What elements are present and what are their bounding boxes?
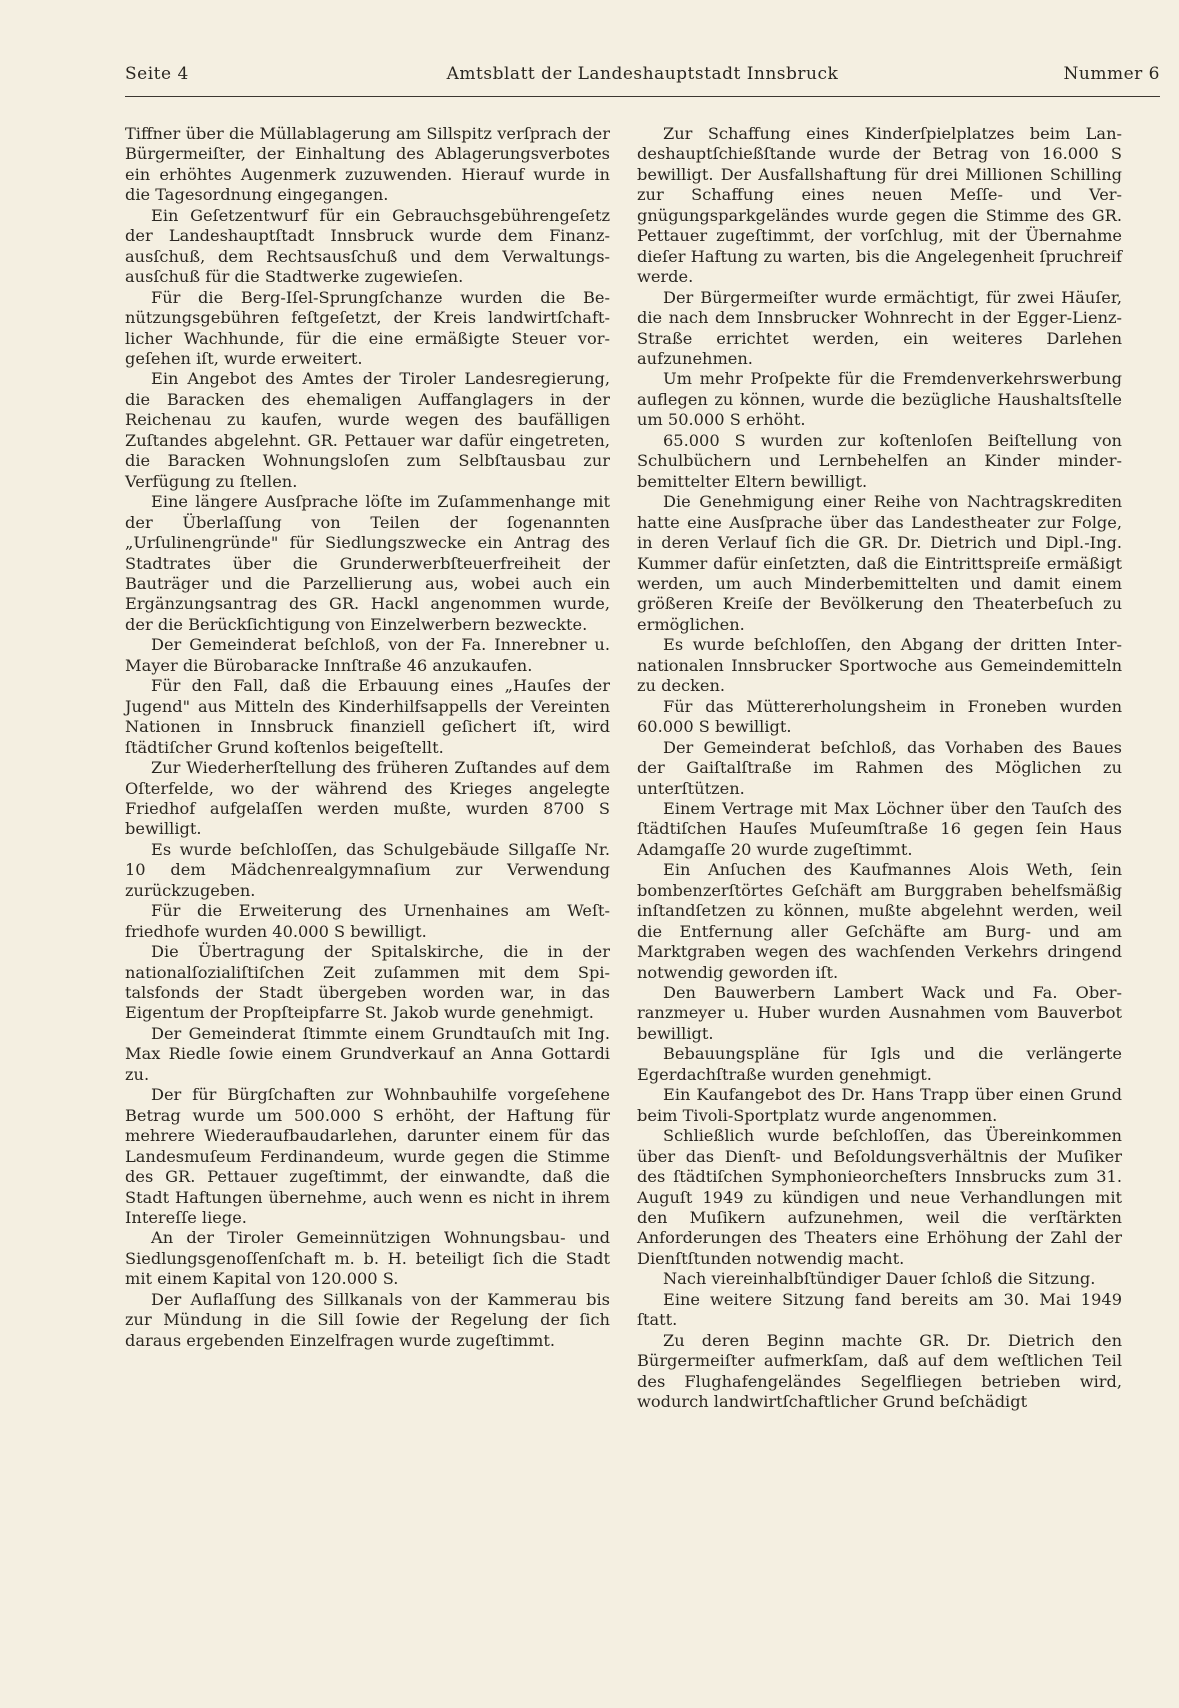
paragraph: Den Bauwerbern Lambert Wack und Fa. Oberranzmeyer u. Huber wurden Ausnahmen vom Bauverbot bewilligt. (637, 983, 1122, 1043)
paragraph: An der Tiroler Gemeinnützigen Wohnungsbau- und Siedlungsgenoſſenſchaft m. b. H. beteiligt ſich die Stadt mit einem Kapital von 120.000 S. (125, 1228, 610, 1289)
paragraph: Einem Vertrage mit Max Löchner über den Tauſch des ſtädtiſchen Hauſes Muſeumſtraße 16 gegen ſein Haus Adamgaſſe 20 wurde zugeſtimmt. (637, 798, 1122, 859)
left-column (125, 124, 610, 1351)
paragraph: 65.000 S wurden zur koſtenloſen Beiſtellung von Schulbüchern und Lernbehelfen an Kinder minderbemittelter Eltern bewilligt. (637, 430, 1122, 491)
paragraph: Zur Schaffung eines Kinderſpielplatzes beim Landeshauptſchießſtande wurde der Betrag von 16.000 S bewilligt. Der Ausfallshaftung für drei Millionen Schilling zur Schaffung eines neuen Meſſe- und Vergnügungsparkgeländes wurde gegen die Stimme des GR. Pettauer zugeſtimmt, der vorſchlug, mit der Übernahme dieſer Haftung zu warten, bis die Angelegenheit ſpruchreif werde. (637, 124, 1122, 287)
header-rule (125, 96, 1160, 97)
paragraph: Ein Angebot des Amtes der Tiroler Landesregierung, die Baracken des ehemaligen Auffanglagers in der Reichenau zu kaufen, wurde wegen des baufälligen Zuſtandes abgelehnt. GR. Pettauer war dafür eingetreten, die Baracken Wohnungsloſen zum Selbſtausbau zur Verfügung zu ſtellen. (125, 369, 610, 491)
paragraph: Nach viereinhalbſtündiger Dauer ſchloß die Sitzung. (663, 1269, 1096, 1289)
paragraph: Ein Anſuchen des Kaufmannes Alois Weth, ſein bombenzerſtörtes Geſchäft am Burggraben behelfsmäßig inſtandſetzen zu können, mußte abgelehnt werden, weil die Entfernung aller Geſchäfte am Burg- und am Marktgraben wegen des wachſenden Verkehrs dringend notwendig geworden iſt. (637, 860, 1122, 982)
paragraph: Schließlich wurde beſchloſſen, das Übereinkommen über das Dienſt- und Beſoldungsverhältnis der Muſiker des ſtädtiſchen Symphonieorcheſters Innsbrucks zum 31. Auguſt 1949 zu kündigen und neue Verhandlungen mit den Muſikern aufzunehmen, weil die verſtärkten Anforderungen des Theaters eine Erhöhung der Zahl der Dienſtſtunden notwendig macht. (637, 1126, 1122, 1268)
paragraph: Der Gemeinderat beſchloß, das Vorhaben des Baues der Gaiſtalſtraße im Rahmen des Möglichen zu unterſtützen. (637, 737, 1122, 798)
paragraph: Der Gemeinderat beſchloß, von der Fa. Innerebner u. Mayer die Bürobaracke Innſtraße 46 anzukaufen. (125, 635, 610, 675)
paragraph: Eine längere Ausſprache löſte im Zuſammenhange mit der Überlaſſung von Teilen der ſogenannten „Urſulinengründe" für Siedlungszwecke ein Antrag des Stadtrates über die Grunderwerbſteuerfreiheit der Bauträger und die Parzellierung aus, wobei auch ein Ergänzungsantrag des GR. Hackl angenommen wurde, der die Berückſichtigung von Einzelwerbern bezweckte. (125, 492, 610, 634)
paragraph: Der für Bürgſchaften zur Wohnbauhilfe vorgeſehene Betrag wurde um 500.000 S erhöht, der Haftung für mehrere Wiederaufbaudarlehen, darunter einem für das Landesmuſeum Ferdinandeum, wurde gegen die Stimme des GR. Pettauer zugeſtimmt, der einwandte, daß die Stadt Haftungen übernehme, auch wenn es nicht in ihrem Intereſſe liege. (125, 1085, 610, 1228)
paragraph: Zu deren Beginn machte GR. Dr. Dietrich den Bürgermeiſter aufmerkſam, daß auf dem weſtlichen Teil des Flughafengeländes Segelfliegen betrieben wird, wodurch landwirtſchaftlicher Grund beſchädigt (637, 1330, 1122, 1412)
issue-number: Nummer 6 (1063, 64, 1160, 84)
publication-title: Amtsblatt der Landeshauptstadt Innsbruck (446, 64, 839, 84)
right-column (637, 124, 1122, 1413)
paragraph: Die Übertragung der Spitalskirche, die in der nationalſozialiſtiſchen Zeit zuſammen mit dem Spitalsfonds der Stadt übergeben worden war, in das Eigentum der Propſteipfarre St. Jakob wurde genehmigt. (125, 942, 610, 1023)
paragraph: Für die Erweiterung des Urnenhaines am Weſtfriedhofe wurden 40.000 S bewilligt. (125, 901, 610, 941)
paragraph: Für die Berg-Iſel-Sprungſchanze wurden die Benützungsgebühren feſtgeſetzt, der Kreis landwirtſchaftlicher Wachhunde, für die eine ermäßigte Steuer vorgeſehen iſt, wurde erweitert. (125, 287, 610, 368)
paragraph: Ein Kaufangebot des Dr. Hans Trapp über einen Grund beim Tivoli-Sportplatz wurde angenommen. (637, 1085, 1122, 1125)
page-number: Seite 4 (125, 64, 189, 84)
paragraph: Für den Fall, daß die Erbauung eines „Hauſes der Jugend" aus Mitteln des Kinderhilfsappells der Vereinten Nationen in Innsbruck finanziell geſichert iſt, wird ſtädtiſcher Grund koſtenlos beigeſtellt. (125, 676, 610, 757)
paragraph: Ein Geſetzentwurf für ein Gebrauchsgebührengeſetz der Landeshauptſtadt Innsbruck wurde dem Finanzausſchuß, dem Rechtsausſchuß und dem Verwaltungsausſchuß für die Stadtwerke zugewieſen. (125, 205, 610, 287)
paragraph: Der Gemeinderat ſtimmte einem Grundtauſch mit Ing. Max Riedle ſowie einem Grundverkauf an Anna Gottardi zu. (125, 1023, 610, 1084)
paragraph: Der Auflaſſung des Sillkanals von der Kammerau bis zur Mündung in die Sill ſowie der Regelung der ſich daraus ergebenden Einzelfragen wurde zugeſtimmt. (125, 1289, 610, 1350)
page-header (125, 64, 1160, 90)
paragraph: Tiffner über die Müllablagerung am Sillspitz verſprach der Bürgermeiſter, der Einhaltung des Ablagerungsverbotes ein erhöhtes Augenmerk zuzuwenden. Hierauf wurde in die Tagesordnung eingegangen. (125, 124, 610, 205)
paragraph: Bebauungspläne für Igls und die verlängerte Egerdachſtraße wurden genehmigt. (637, 1044, 1122, 1084)
paragraph: Die Genehmigung einer Reihe von Nachtragskrediten hatte eine Ausſprache über das Landestheater zur Folge, in deren Verlauf ſich die GR. Dr. Dietrich und Dipl.-Ing. Kummer dafür einſetzten, daß die Eintrittspreiſe ermäßigt werden, um auch Minderbemittelten und damit einem größeren Kreiſe der Bevölkerung den Theaterbeſuch zu ermöglichen. (637, 492, 1122, 634)
paragraph: Um mehr Proſpekte für die Fremdenverkehrswerbung auflegen zu können, wurde die bezügliche Haushaltsſtelle um 50.000 S erhöht. (637, 369, 1122, 430)
paragraph: Zur Wiederherſtellung des früheren Zuſtandes auf dem Oſterfelde, wo der während des Krieges angelegte Friedhof aufgelaſſen werden mußte, wurden 8700 S bewilligt. (125, 758, 610, 839)
paragraph: Für das Müttererholungsheim in Froneben wurden 60.000 S bewilligt. (637, 696, 1122, 737)
paragraph: Eine weitere Sitzung fand bereits am 30. Mai 1949 ſtatt. (637, 1289, 1122, 1330)
paragraph: Es wurde beſchloſſen, den Abgang der dritten Internationalen Innsbrucker Sportwoche aus Gemeindemitteln zu decken. (637, 635, 1122, 696)
paragraph: Es wurde beſchloſſen, das Schulgebäude Sillgaſſe Nr. 10 dem Mädchenrealgymnaſium zur Verwendung zurückzugeben. (125, 839, 610, 900)
paragraph: Der Bürgermeiſter wurde ermächtigt, für zwei Häuſer, die nach dem Innsbrucker Wohnrecht in der Egger-Lienz-Straße errichtet werden, ein weiteres Darlehen aufzunehmen. (637, 287, 1122, 368)
